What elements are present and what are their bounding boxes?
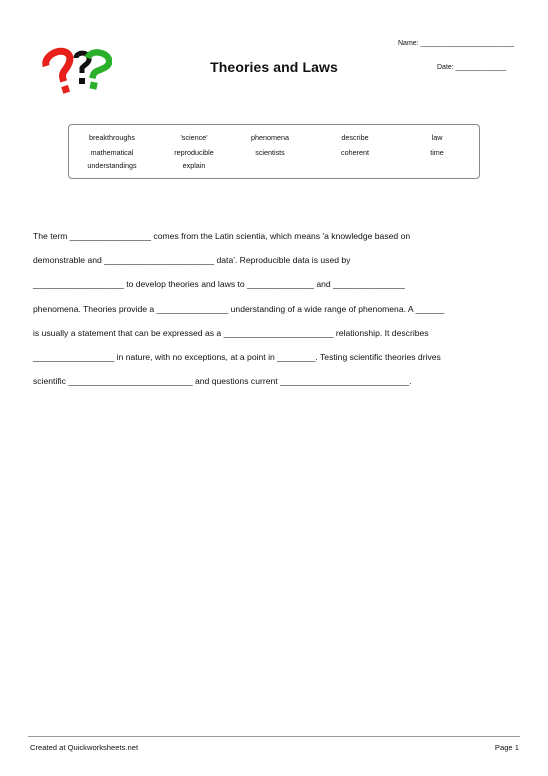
paragraph-line: phenomena. Theories provide a _______________ understanding of a wide range of phenomena. A ______ (33, 303, 445, 314)
word-bank-item: phenomena (251, 133, 289, 142)
name-field[interactable]: Name: ________________________ (398, 40, 514, 47)
paragraph-line: The term _________________ comes from the Latin scientia, which means 'a knowledge based on (33, 231, 411, 241)
word-bank-item: understandings (87, 161, 137, 170)
word-bank-item: describe (341, 133, 369, 142)
date-field[interactable]: Date: _____________ (437, 64, 507, 71)
footer-page-number: Page 1 (494, 743, 519, 752)
word-bank-item: 'science' (180, 133, 208, 142)
paragraph-line: _________________ in nature, with no exceptions, at a point in ________. Testing scientific theories drives (33, 351, 441, 362)
fill-in-paragraph (33, 224, 523, 393)
paragraph-line: ___________________ to develop theories and laws to ______________ and _______________ (33, 279, 405, 290)
word-bank-item: scientists (255, 148, 285, 157)
footer-credit: Created at Quickworksheets.net (30, 743, 139, 752)
word-bank-item: reproducible (174, 148, 214, 157)
word-bank-item: law (431, 133, 443, 142)
footer-divider (28, 736, 520, 737)
word-bank-item: coherent (341, 148, 369, 157)
word-bank-item: explain (182, 161, 206, 170)
paragraph-line: is usually a statement that can be expressed as a _______________________ relationship. It describes (33, 327, 429, 338)
paragraph-line: scientific __________________________ and questions current ___________________________. (33, 376, 412, 387)
page-title-text: Theories and Laws (210, 59, 338, 75)
word-bank-item: time (430, 148, 444, 157)
paragraph-line: demonstrable and _______________________ data'. Reproducible data is used by (33, 255, 351, 266)
word-bank-item: breakthroughs (89, 133, 135, 142)
word-bank-item: mathematical (90, 148, 134, 157)
word-bank (68, 124, 480, 179)
page-title (0, 59, 548, 75)
